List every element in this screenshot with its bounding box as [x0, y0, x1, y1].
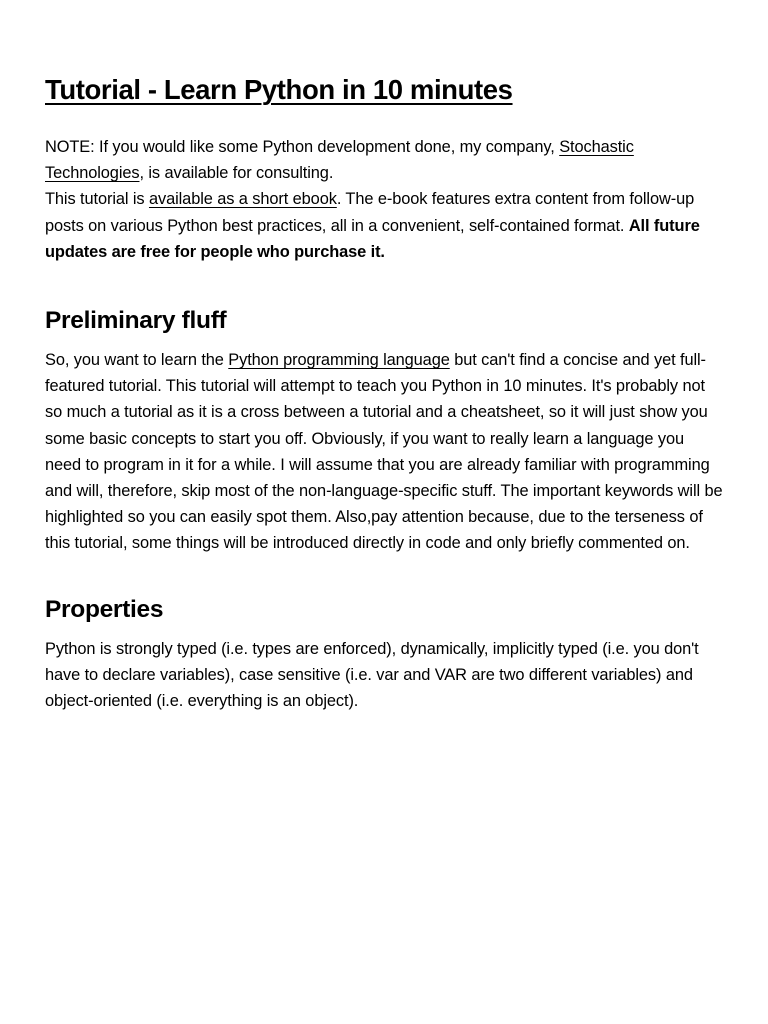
page-title: Tutorial - Learn Python in 10 minutes	[45, 74, 513, 105]
consulting-note-suffix: , is available for consulting.	[139, 164, 334, 183]
fluff-prefix: So, you want to learn the	[45, 351, 229, 370]
intro-section	[45, 134, 724, 265]
fluff-body: but can't find a concise and yet full-featured tutorial. This tutorial will attempt to teach you Python in 10 minutes. It's probably not so much a tutorial as it is a cross between a tutorial and a cheatsheet, so it will just show you some basic concepts to start you off. Obviously, if you want to really learn a language you need to program in it for a while. I will assume that you are already familiar with programming and will, therefore, skip most of the non-language-specific stuff. The important keywords will be highlighted so you can easily spot them. Also,pay attention because, due to the terseness of this tutorial, some things will be introduced directly in code and only briefly commented on.	[45, 351, 723, 553]
consulting-note-prefix: NOTE: If you would like some Python development done, my company,	[45, 138, 560, 156]
properties-paragraph: Python is strongly typed (i.e. types are enforced), dynamically, implicitly typed (i.e. you don't have to declare variables), case sensitive (i.e. var and VAR are two different variables) and object-oriented (i.e. everything is an object).	[45, 639, 699, 711]
free-updates-notice: All future updates are free for people who purchase it.	[45, 216, 700, 261]
preliminary-fluff-heading: Preliminary fluff	[45, 307, 227, 335]
consulting-note	[45, 134, 724, 186]
preliminary-fluff-paragraph	[45, 347, 724, 557]
properties-heading: Properties	[45, 595, 164, 623]
python-language-link[interactable]: Python programming language	[228, 351, 450, 370]
ebook-note	[45, 186, 724, 265]
ebook-note-prefix: This tutorial is	[45, 190, 149, 209]
short-ebook-link[interactable]: available as a short ebook	[148, 190, 337, 209]
stochastic-technologies-link[interactable]: Stochastic Technologies	[45, 138, 634, 183]
ebook-note-text: . The e-book features extra content from follow-up posts on various Python best practices, all in a convenient, self-contained format.	[45, 190, 695, 235]
